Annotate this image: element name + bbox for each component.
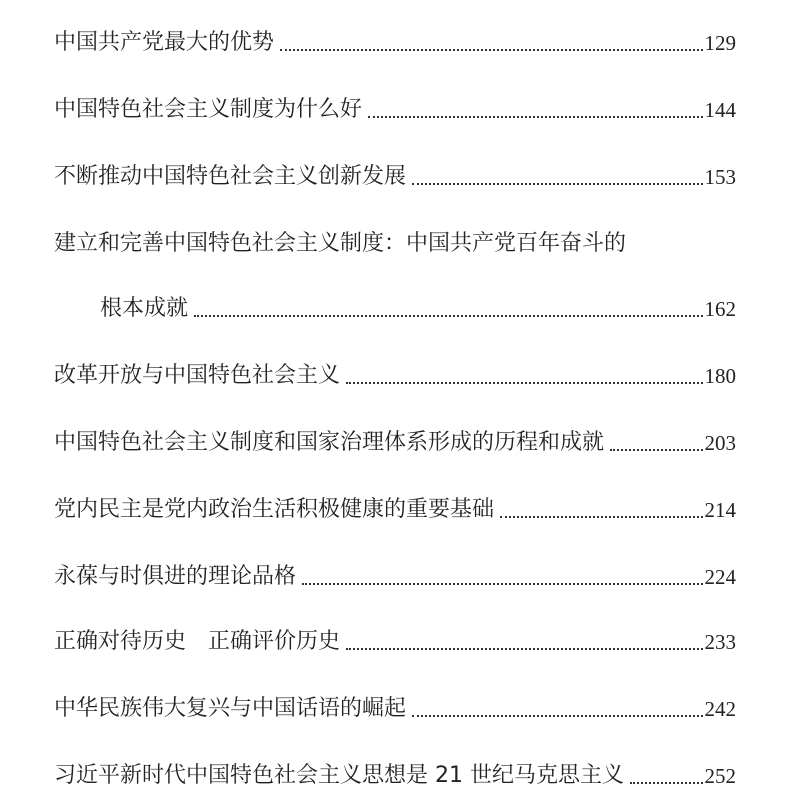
dot-leader [302,583,702,585]
dot-leader [412,715,702,717]
toc-entry[interactable] [54,351,736,391]
dot-leader [500,516,702,518]
toc-entry-page-number: 162 [704,297,736,321]
toc-entry-title: 中国特色社会主义制度为什么好 [54,97,363,122]
dot-leader [630,782,703,784]
toc-entry-page-number: 153 [704,165,736,189]
dot-leader [194,315,702,317]
toc-entry-title: 不断推动中国特色社会主义创新发展 [54,164,407,189]
toc-entry[interactable] [54,552,736,592]
toc-entry[interactable] [54,617,736,657]
toc-entry-title: 中华民族伟大复兴与中国话语的崛起 [54,696,407,721]
dot-leader [280,49,702,51]
dot-leader [610,449,702,451]
toc-entry-title: 中国特色社会主义制度和国家治理体系形成的历程和成就 [54,430,605,455]
toc-entry[interactable] [54,152,736,192]
toc-entry-title: 改革开放与中国特色社会主义 [54,363,341,388]
toc-entry-title: 建立和完善中国特色社会主义制度：中国共产党百年奋斗的 [54,231,627,256]
toc-entry-page-number: 129 [704,31,736,55]
toc-entry-second-line[interactable] [100,284,736,324]
toc-entry-first-line[interactable] [54,219,736,259]
dot-leader [346,648,702,650]
toc-entry[interactable] [54,418,736,458]
toc-entry-page-number: 144 [704,98,736,122]
toc-entry-page-number: 242 [704,697,736,721]
toc-entry[interactable] [54,751,736,791]
toc-entry-page-number: 252 [704,764,736,788]
toc-entry-title: 永葆与时俱进的理论品格 [54,564,297,589]
toc-entry-title: 正确对待历史 正确评价历史 [54,629,341,654]
toc-entry-page-number: 233 [704,630,736,654]
toc-entry-page-number: 214 [704,498,736,522]
toc-entry-title: 习近平新时代中国特色社会主义思想是 21 世纪马克思主义 [54,763,624,788]
toc-entry-page-number: 203 [704,431,736,455]
toc-entry[interactable] [54,485,736,525]
dot-leader [412,183,702,185]
toc-entry-page-number: 180 [704,364,736,388]
dot-leader [368,116,702,118]
toc-entry[interactable] [54,684,736,724]
toc-entry-title: 中国共产党最大的优势 [54,30,275,55]
dot-leader [346,382,702,384]
toc-entry[interactable] [54,85,736,125]
toc-entry-title: 党内民主是党内政治生活积极健康的重要基础 [54,497,495,522]
toc-entry[interactable] [54,18,736,58]
toc-entry-title: 根本成就 [100,296,189,321]
toc-entry-page-number: 224 [704,565,736,589]
